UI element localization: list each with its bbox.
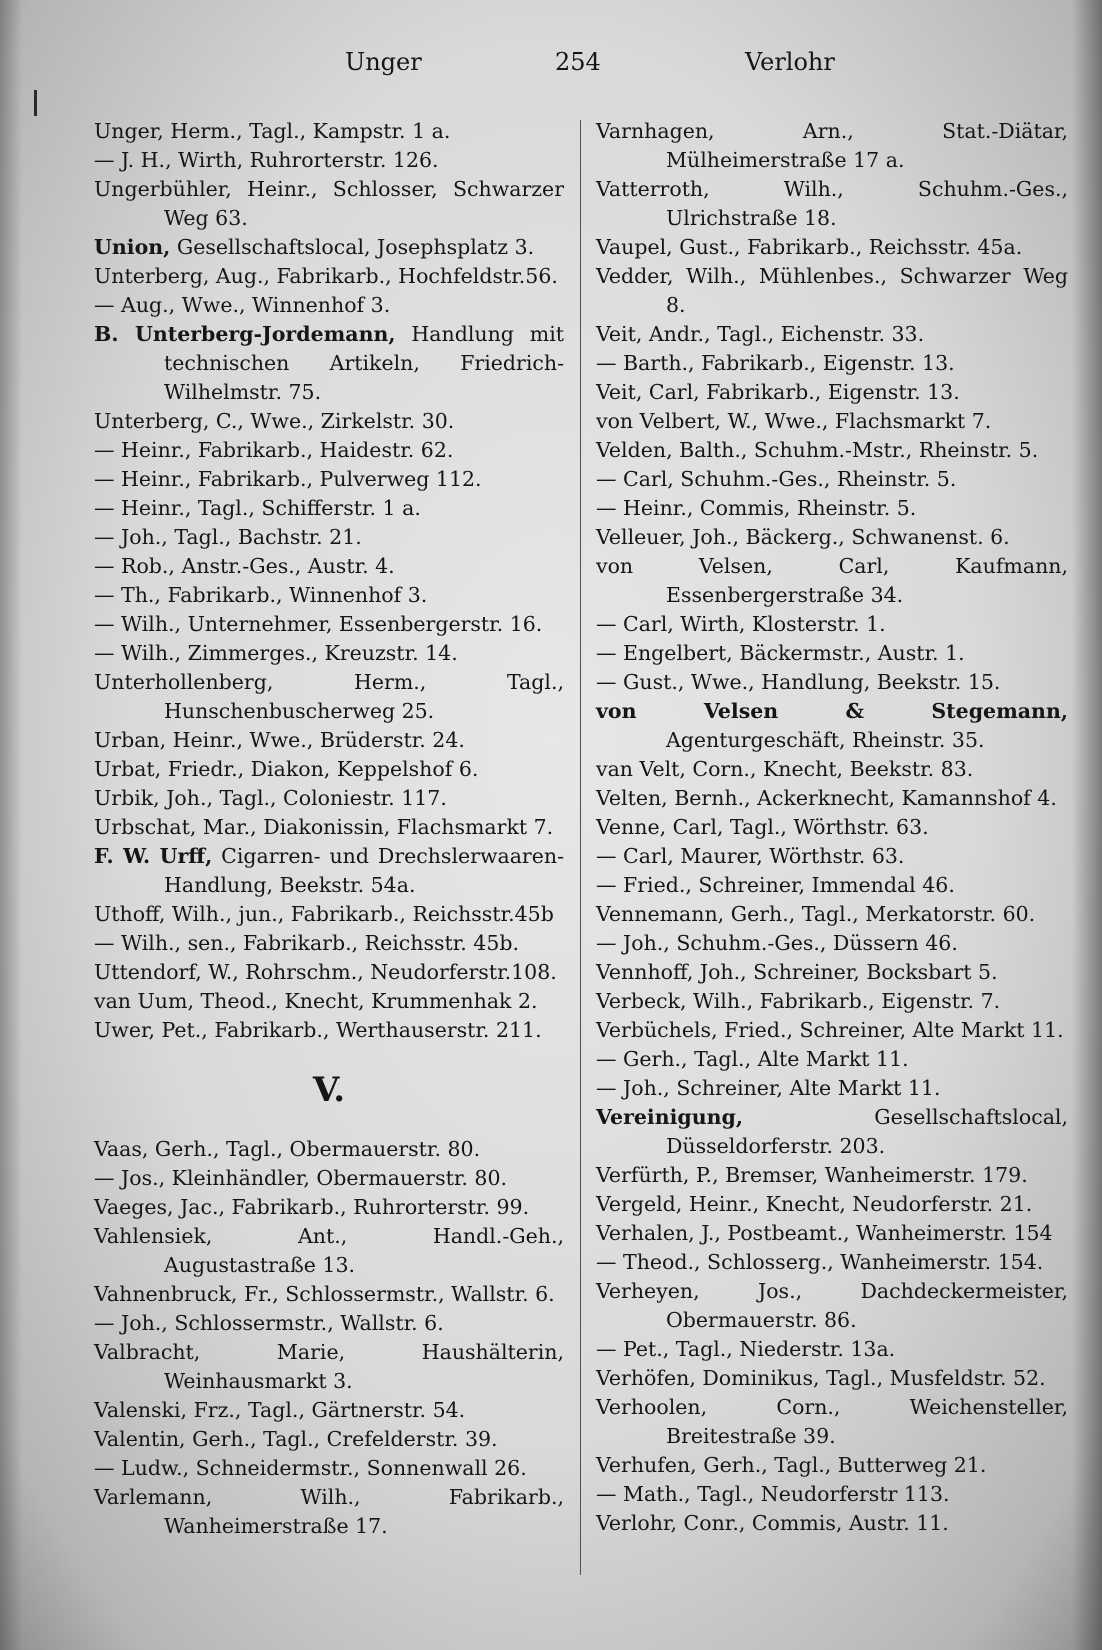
- directory-entry: — Pet., Tagl., Niederstr. 13a.: [596, 1337, 896, 1361]
- directory-entry: Vahnenbruck, Fr., Schlossermstr., Wallstr. 6.: [94, 1282, 555, 1306]
- directory-entry: Unterberg, Aug., Fabrikarb., Hochfeldstr.56.: [94, 264, 558, 288]
- directory-entry: — Heinr., Fabrikarb., Haidestr. 62.: [94, 438, 454, 462]
- directory-entry: — Fried., Schreiner, Immendal 46.: [596, 873, 955, 897]
- directory-entry: von Velsen & Stegemann, Agenturgeschäft, Rheinstr. 35.: [596, 699, 1068, 752]
- directory-entry: Vennhoff, Joh., Schreiner, Bocksbart 5.: [596, 960, 998, 984]
- directory-entry: — Joh., Schreiner, Alte Markt 11.: [596, 1076, 941, 1100]
- directory-entry: — Rob., Anstr.-Ges., Austr. 4.: [94, 554, 395, 578]
- directory-entry: Vaeges, Jac., Fabrikarb., Ruhrorterstr. 99.: [94, 1195, 530, 1219]
- header-last-name: Verlohr: [745, 48, 835, 76]
- entry-highlighted-name: Union,: [94, 235, 171, 259]
- directory-entry: — Aug., Wwe., Winnenhof 3.: [94, 293, 391, 317]
- directory-entry: Vaupel, Gust., Fabrikarb., Reichsstr. 45a.: [596, 235, 1023, 259]
- directory-entry: Veit, Andr., Tagl., Eichenstr. 33.: [596, 322, 925, 346]
- directory-entry: Urban, Heinr., Wwe., Brüderstr. 24.: [94, 728, 465, 752]
- directory-entry: Unterhollenberg, Herm., Tagl., Hunschenbuscherweg 25.: [94, 670, 564, 723]
- running-header: [0, 48, 1102, 88]
- directory-entry: Verhoolen, Corn., Weichensteller, Breitestraße 39.: [596, 1395, 1068, 1448]
- directory-entry: Uttendorf, W., Rohrschm., Neudorferstr.108.: [94, 960, 557, 984]
- directory-entry: Unger, Herm., Tagl., Kampstr. 1 a.: [94, 119, 451, 143]
- directory-entry: Valbracht, Marie, Haushälterin, Weinhausmarkt 3.: [94, 1340, 564, 1393]
- directory-entry: — Heinr., Commis, Rheinstr. 5.: [596, 496, 917, 520]
- directory-entry: Velden, Balth., Schuhm.-Mstr., Rheinstr. 5.: [596, 438, 1039, 462]
- directory-entry: Verlohr, Conr., Commis, Austr. 11.: [596, 1511, 949, 1535]
- directory-entry: — Joh., Schuhm.-Ges., Düssern 46.: [596, 931, 958, 955]
- directory-entry: Varnhagen, Arn., Stat.-Diätar, Mülheimerstraße 17 a.: [596, 119, 1068, 172]
- directory-entry: Verbeck, Wilh., Fabrikarb., Eigenstr. 7.: [596, 989, 1001, 1013]
- directory-entry: — J. H., Wirth, Ruhrorterstr. 126.: [94, 148, 439, 172]
- right-entries: [596, 117, 1068, 1538]
- directory-entry: van Velt, Corn., Knecht, Beekstr. 83.: [596, 757, 974, 781]
- page-number: 254: [555, 48, 601, 76]
- directory-entry: Verheyen, Jos., Dachdeckermeister, Obermauerstr. 86.: [596, 1279, 1068, 1332]
- directory-entry: — Carl, Maurer, Wörthstr. 63.: [596, 844, 905, 868]
- column-divider: [580, 120, 581, 1575]
- directory-entry: Union, Gesellschaftslocal, Josephsplatz 3.: [94, 235, 535, 259]
- directory-entry: Urbschat, Mar., Diakonissin, Flachsmarkt 7.: [94, 815, 554, 839]
- margin-mark: [34, 90, 37, 116]
- directory-entry: — Carl, Schuhm.-Ges., Rheinstr. 5.: [596, 467, 957, 491]
- directory-entry: — Wilh., sen., Fabrikarb., Reichsstr. 45b.: [94, 931, 520, 955]
- directory-entry: Velten, Bernh., Ackerknecht, Kamannshof 4.: [596, 786, 1057, 810]
- header-first-name: Unger: [345, 48, 422, 76]
- directory-entry: — Gerh., Tagl., Alte Markt 11.: [596, 1047, 909, 1071]
- entry-highlighted-name: F. W. Urff,: [94, 844, 213, 868]
- directory-entry: B. Unterberg-Jordemann, Handlung mit technischen Artikeln, Friedrich-Wilhelmstr. 75.: [94, 322, 564, 404]
- directory-entry: Vedder, Wilh., Mühlenbes., Schwarzer Weg 8.: [596, 264, 1068, 317]
- directory-entry: Varlemann, Wilh., Fabrikarb., Wanheimerstraße 17.: [94, 1485, 564, 1538]
- entry-highlighted-name: von Velsen & Stegemann,: [596, 699, 1068, 723]
- directory-entry: Uwer, Pet., Fabrikarb., Werthauserstr. 211.: [94, 1018, 542, 1042]
- directory-entry: — Joh., Schlossermstr., Wallstr. 6.: [94, 1311, 444, 1335]
- directory-entry: von Velbert, W., Wwe., Flachsmarkt 7.: [596, 409, 992, 433]
- left-column: [94, 117, 564, 1541]
- entry-highlighted-name: Vereinigung,: [596, 1105, 744, 1129]
- directory-entry: — Heinr., Tagl., Schifferstr. 1 a.: [94, 496, 421, 520]
- right-column: [596, 117, 1068, 1538]
- directory-entry: Vennemann, Gerh., Tagl., Merkatorstr. 60.: [596, 902, 1036, 926]
- directory-entry: Verhalen, J., Postbeamt., Wanheimerstr. 154: [596, 1221, 1053, 1245]
- directory-entry: Unterberg, C., Wwe., Zirkelstr. 30.: [94, 409, 455, 433]
- directory-entry: Valenski, Frz., Tagl., Gärtnerstr. 54.: [94, 1398, 466, 1422]
- directory-entry: Veit, Carl, Fabrikarb., Eigenstr. 13.: [596, 380, 960, 404]
- directory-entry: Urbat, Friedr., Diakon, Keppelshof 6.: [94, 757, 479, 781]
- directory-entry: Vatterroth, Wilh., Schuhm.-Ges., Ulrichstraße 18.: [596, 177, 1068, 230]
- directory-entry: Verfürth, P., Bremser, Wanheimerstr. 179.: [596, 1163, 1028, 1187]
- page-edge-shadow-left: [0, 0, 22, 1650]
- directory-entry: — Gust., Wwe., Handlung, Beekstr. 15.: [596, 670, 1001, 694]
- left-entries-u: [94, 117, 564, 1045]
- directory-entry: Vergeld, Heinr., Knecht, Neudorferstr. 21.: [596, 1192, 1033, 1216]
- directory-entry: — Heinr., Fabrikarb., Pulverweg 112.: [94, 467, 482, 491]
- directory-entry: Velleuer, Joh., Bäckerg., Schwanenst. 6.: [596, 525, 1010, 549]
- directory-entry: — Carl, Wirth, Klosterstr. 1.: [596, 612, 886, 636]
- directory-entry: Verhöfen, Dominikus, Tagl., Musfeldstr. 52.: [596, 1366, 1046, 1390]
- directory-entry: — Wilh., Zimmerges., Kreuzstr. 14.: [94, 641, 458, 665]
- directory-entry: Urbik, Joh., Tagl., Coloniestr. 117.: [94, 786, 447, 810]
- directory-entry: — Math., Tagl., Neudorferstr 113.: [596, 1482, 950, 1506]
- directory-entry: — Ludw., Schneidermstr., Sonnenwall 26.: [94, 1456, 527, 1480]
- directory-entry: Vahlensiek, Ant., Handl.-Geh., Augustastraße 13.: [94, 1224, 564, 1277]
- directory-entry: Valentin, Gerh., Tagl., Crefelderstr. 39.: [94, 1427, 498, 1451]
- directory-entry: — Theod., Schlosserg., Wanheimerstr. 154.: [596, 1250, 1044, 1274]
- directory-entry: Vereinigung, Gesellschaftslocal, Düsseldorferstr. 203.: [596, 1105, 1068, 1158]
- section-letter-v: V.: [312, 1070, 346, 1110]
- directory-entry: Verhufen, Gerh., Tagl., Butterweg 21.: [596, 1453, 987, 1477]
- directory-entry: Verbüchels, Fried., Schreiner, Alte Markt 11.: [596, 1018, 1064, 1042]
- directory-entry: — Th., Fabrikarb., Winnenhof 3.: [94, 583, 428, 607]
- directory-entry: — Barth., Fabrikarb., Eigenstr. 13.: [596, 351, 955, 375]
- directory-entry: F. W. Urff, Cigarren- und Drechslerwaaren-Handlung, Beekstr. 54a.: [94, 844, 564, 897]
- entry-highlighted-name: B. Unterberg-Jordemann,: [94, 322, 396, 346]
- directory-entry: — Wilh., Unternehmer, Essenbergerstr. 16.: [94, 612, 543, 636]
- page-edge-shadow-right: [1072, 0, 1102, 1650]
- directory-entry: van Uum, Theod., Knecht, Krummenhak 2.: [94, 989, 538, 1013]
- directory-entry: von Velsen, Carl, Kaufmann, Essenbergerstraße 34.: [596, 554, 1068, 607]
- directory-entry: — Joh., Tagl., Bachstr. 21.: [94, 525, 362, 549]
- directory-entry: Vaas, Gerh., Tagl., Obermauerstr. 80.: [94, 1137, 481, 1161]
- left-entries-v: [94, 1135, 564, 1541]
- directory-entry: Venne, Carl, Tagl., Wörthstr. 63.: [596, 815, 929, 839]
- directory-entry: — Jos., Kleinhändler, Obermauerstr. 80.: [94, 1166, 508, 1190]
- directory-entry: Uthoff, Wilh., jun., Fabrikarb., Reichsstr.45b: [94, 902, 554, 926]
- directory-entry: Ungerbühler, Heinr., Schlosser, Schwarzer Weg 63.: [94, 177, 564, 230]
- directory-entry: — Engelbert, Bäckermstr., Austr. 1.: [596, 641, 965, 665]
